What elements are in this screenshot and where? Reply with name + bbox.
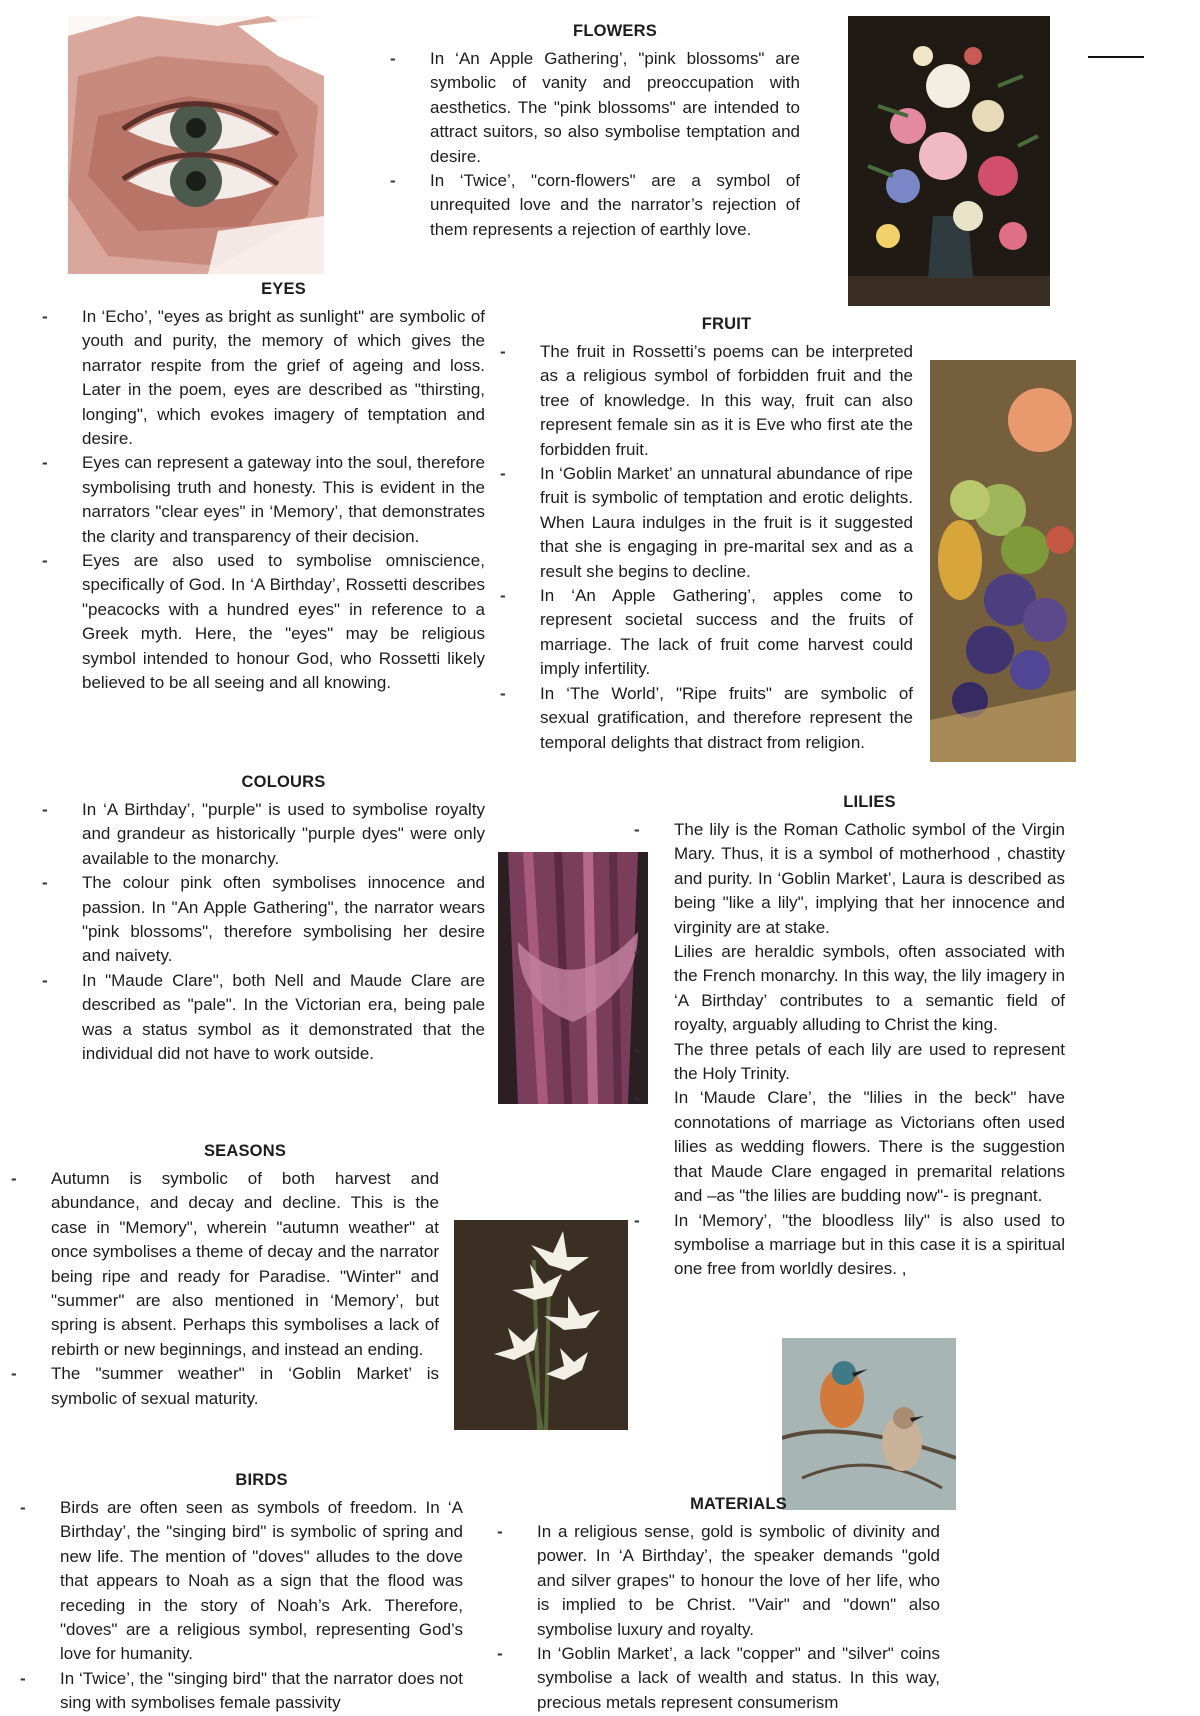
list-item: - The fruit in Rossetti’s poems can be interpreted as a religious symbol of forbidden fruit and the tree of knowledge. In this way, fruit can also represent female sin as it is Eve who first ate the forbidden fruit. [540,340,913,462]
list-item: - The "summer weather" in ‘Goblin Market’ is symbolic of sexual maturity. [51,1362,439,1411]
purple-drapery-painting [498,852,648,1104]
list-item: - In ‘Twice’, "corn-flowers" are a symbol of unrequited love and the narrator’s rejection of them represents a rejection of earthly love. [430,169,800,242]
section-heading: MATERIALS [690,1495,787,1513]
list-item: - In a religious sense, gold is symbolic of divinity and power. In ‘A Birthday’, the speaker demands "gold and silver grapes" to honour the love of her life, who is implied to be Christ. "Vair" and "down" also symbolise luxury and royalty. [537,1520,940,1642]
fruit-still-life-painting [930,360,1076,762]
section-lilies [674,793,1065,1282]
list-item: - In ‘Goblin Market’, a lack "copper" and "silver" coins symbolise a lack of wealth and status. In this way, precious metals represent consumerism [537,1642,940,1715]
list-item: - In ‘Echo’, "eyes as bright as sunlight" are symbolic of youth and purity, the memory of which gives the narrator respite from the grief of ageing and loss. Later in the poem, eyes are described as "thirsting, longing", which evokes imagery of temptation and desire. [82,305,485,451]
list-item: - Autumn is symbolic of both harvest and abundance, and decay and decline. This is the case in "Memory", wherein "autumn weather" at once symbolises a theme of decay and the narrator being ripe and ready for Paradise. "Winter" and "summer" are also mentioned in ‘Memory’, but spring is absent. Perhaps this symbolises a lack of rebirth or new beginnings, and instead an ending. [51,1167,439,1362]
white-lilies-painting [454,1220,628,1430]
section-heading: BIRDS [235,1471,288,1489]
list-item: - In ‘An Apple Gathering’, "pink blossoms" are symbolic of vanity and preoccupation with aesthetics. The "pink blossoms" are intended to attract suitors, so also symbolise temptation and desire. [430,47,800,169]
list-item: - In ‘A Birthday’, "purple" is used to symbolise royalty and grandeur as historically "purple dyes" were only available to the monarchy. [82,798,485,871]
list-item: - The lily is the Roman Catholic symbol of the Virgin Mary. Thus, it is a symbol of motherhood , chastity and purity. In ‘Goblin Market’, Laura is described as being "like a lily", implying that her innocence and virginity are at stake. [674,818,1065,940]
birds-painting [782,1338,956,1510]
section-eyes [82,280,485,696]
section-heading: EYES [261,280,306,298]
list-item: - The three petals of each lily are used to represent the Holy Trinity. [674,1038,1065,1087]
list-item: - Eyes are also used to symbolise omniscience, specifically of God. In ‘A Birthday’, Rossetti describes "peacocks with a hundred eyes" in reference to a Greek myth. Here, the "eyes" may be religious symbol intended to honour God, who Rossetti likely believed to be all seeing and all knowing. [82,549,485,695]
section-heading: FLOWERS [573,22,657,40]
list-item: - Eyes can represent a gateway into the soul, therefore symbolising truth and honesty. This is evident in the narrators "clear eyes" in ‘Memory’, that demonstrates the clarity and transparency of their decision. [82,451,485,549]
section-materials [537,1495,940,1715]
section-colours [82,773,485,1066]
list-item: - In ‘An Apple Gathering’, apples come to represent societal success and the fruits of marriage. The lack of fruit come harvest could imply infertility. [540,584,913,682]
section-fruit [540,315,913,755]
section-heading: FRUIT [701,315,752,333]
list-item: - In ‘Maude Clare’, the "lilies in the beck" have connotations of marriage as Victorians often used lilies as wedding flowers. There is the suggestion that Maude Clare engaged in premarital relations and –as "the lilies are budding now"- is pregnant. [674,1086,1065,1208]
list-item: - In ‘Goblin Market’ an unnatural abundance of ripe fruit is symbolic of temptation and erotic delights. When Laura indulges in the fruit is it suggested that she is engaging in pre-marital sex and as a result she begins to decline. [540,462,913,584]
list-item: - In ‘Memory’, "the bloodless lily" is also used to symbolise a marriage but in this case it is a spiritual one free from worldly desires. , [674,1209,1065,1282]
list-item: - In ‘The World’, "Ripe fruits" are symbolic of sexual gratification, and therefore represent the temporal delights that distract from religion. [540,682,913,755]
section-heading: COLOURS [241,773,326,791]
list-item: - Lilies are heraldic symbols, often associated with the French monarchy. In this way, the lily imagery in ‘A Birthday’ contributes to a semantic field of royalty, arguably alluding to Christ the king. [674,940,1065,1038]
flower-bouquet-painting [848,16,1050,306]
list-item: - In "Maude Clare", both Nell and Maude Clare are described as "pale". In the Victorian era, being pale was a status symbol as it demonstrated that the individual did not have to work outside. [82,969,485,1067]
eyes-painting [68,16,324,274]
section-heading: SEASONS [203,1142,287,1160]
section-birds [60,1471,463,1716]
list-item: - In ‘Twice’, the "singing bird" that the narrator does not sing with symbolises female passivity [60,1667,463,1716]
list-item: - The colour pink often symbolises innocence and passion. In "An Apple Gathering", the narrator wears "pink blossoms", therefore symbolising her desire and naivety. [82,871,485,969]
section-heading: LILIES [843,793,896,811]
section-flowers [430,22,800,242]
list-item: - Birds are often seen as symbols of freedom. In ‘A Birthday’, the "singing bird" is symbolic of spring and new life. The mention of "doves" alludes to the dove that appears to Noah as a sign that the flood was receding in the story of Noah’s Ark. Therefore, "doves" are a religious symbol, representing God’s love for humanity. [60,1496,463,1667]
section-seasons [51,1142,439,1411]
divider-line [1088,56,1144,58]
